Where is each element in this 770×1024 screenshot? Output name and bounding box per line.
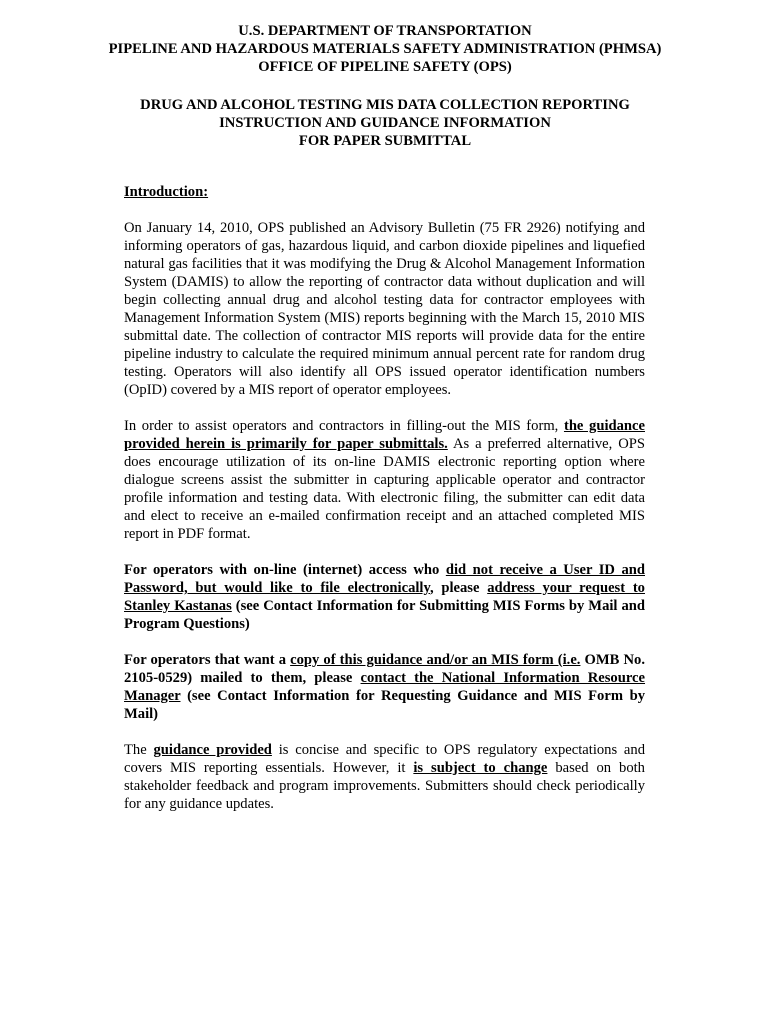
para2-text-a: In order to assist operators and contractors in filling-out the MIS form, bbox=[124, 418, 564, 434]
para4-text-c: OMB No. 2105-0529) mailed to them, please bbox=[124, 652, 645, 686]
introduction-heading: Introduction: bbox=[124, 184, 209, 200]
paragraph-advisory-bulletin: On January 14, 2010, OPS published an Advisory Bulletin (75 FR 2926) notifying and informing operators of gas, hazardous liquid, and carbon dioxide pipelines and liquefied natural gas facilities that it was modifying the Drug & Alcohol Management Information System (DAMIS) to allow the reporting of contractor data without duplication and will begin collecting annual drug and alcohol testing data for contractor employees with Management Information System (MIS) reports beginning with the March 15, 2010 MIS submittal date. The collection of contractor MIS reports will provide data for the entire pipeline industry to calculate the required minimum annual percent rate for random drug testing. Operators will also identify all OPS issued operator identification numbers (OpID) covered by a MIS report of operator employees. bbox=[124, 220, 645, 398]
header-gap bbox=[0, 76, 770, 96]
para3-text-a: For operators with on-line (internet) access who bbox=[124, 562, 446, 578]
office-line: OFFICE OF PIPELINE SAFETY (OPS) bbox=[258, 59, 512, 75]
para3-text-e: (see Contact Information for Submitting MIS Forms by Mail and Program Questions) bbox=[124, 598, 645, 632]
para5-text-e: based on both stakeholder feedback and program improvements. Submitters should check periodically for any guidance updates. bbox=[124, 760, 645, 812]
document-title-line-1: DRUG AND ALCOHOL TESTING MIS DATA COLLECTION REPORTING bbox=[140, 97, 630, 113]
paragraph-online-access bbox=[124, 561, 645, 633]
para4-text-a: For operators that want a bbox=[124, 652, 291, 668]
document-title-line-3: FOR PAPER SUBMITTAL bbox=[298, 133, 472, 149]
document-header bbox=[0, 22, 770, 150]
para5-emphasis-1: guidance provided bbox=[153, 742, 272, 758]
para2-text-c: As a preferred alternative, OPS does encourage utilization of its on-line DAMIS electronic reporting option where dialogue screens assist the submitter in capturing applicable operator and contractor profile information and testing data. With electronic filing, the submitter can edit data and elect to receive an e-mailed confirmation receipt and an attached completed MIS report in PDF format. bbox=[124, 436, 645, 542]
para3-underline-1: did not receive a User ID and Password, but would like to file electronically bbox=[124, 562, 645, 596]
para3-text-c: , please bbox=[429, 580, 488, 596]
administration-line: PIPELINE AND HAZARDOUS MATERIALS SAFETY ADMINISTRATION (PHMSA) bbox=[108, 41, 662, 57]
para4-underline-1: copy of this guidance and/or an MIS form (i.e. bbox=[290, 652, 581, 668]
para5-text-a: The bbox=[124, 742, 154, 758]
para2-emphasis: the guidance provided herein is primarily for paper submittals. bbox=[124, 418, 645, 452]
para4-underline-2: contact the National Information Resource Manager bbox=[124, 670, 646, 704]
paragraph-guidance-updates bbox=[124, 741, 645, 813]
para3-underline-2: address your request to Stanley Kastanas bbox=[124, 580, 645, 614]
document-body bbox=[124, 183, 645, 831]
agency-line: U.S. DEPARTMENT OF TRANSPORTATION bbox=[238, 23, 532, 39]
para5-emphasis-2: is subject to change bbox=[413, 760, 548, 776]
para4-text-e: (see Contact Information for Requesting Guidance and MIS Form by Mail) bbox=[124, 688, 645, 722]
para5-text-c: is concise and specific to OPS regulatory expectations and covers MIS reporting essentials. However, it bbox=[124, 742, 646, 776]
paragraph-mail-request bbox=[124, 651, 645, 723]
paragraph-paper-submittal bbox=[124, 417, 645, 543]
document-title-line-2: INSTRUCTION AND GUIDANCE INFORMATION bbox=[219, 115, 551, 131]
